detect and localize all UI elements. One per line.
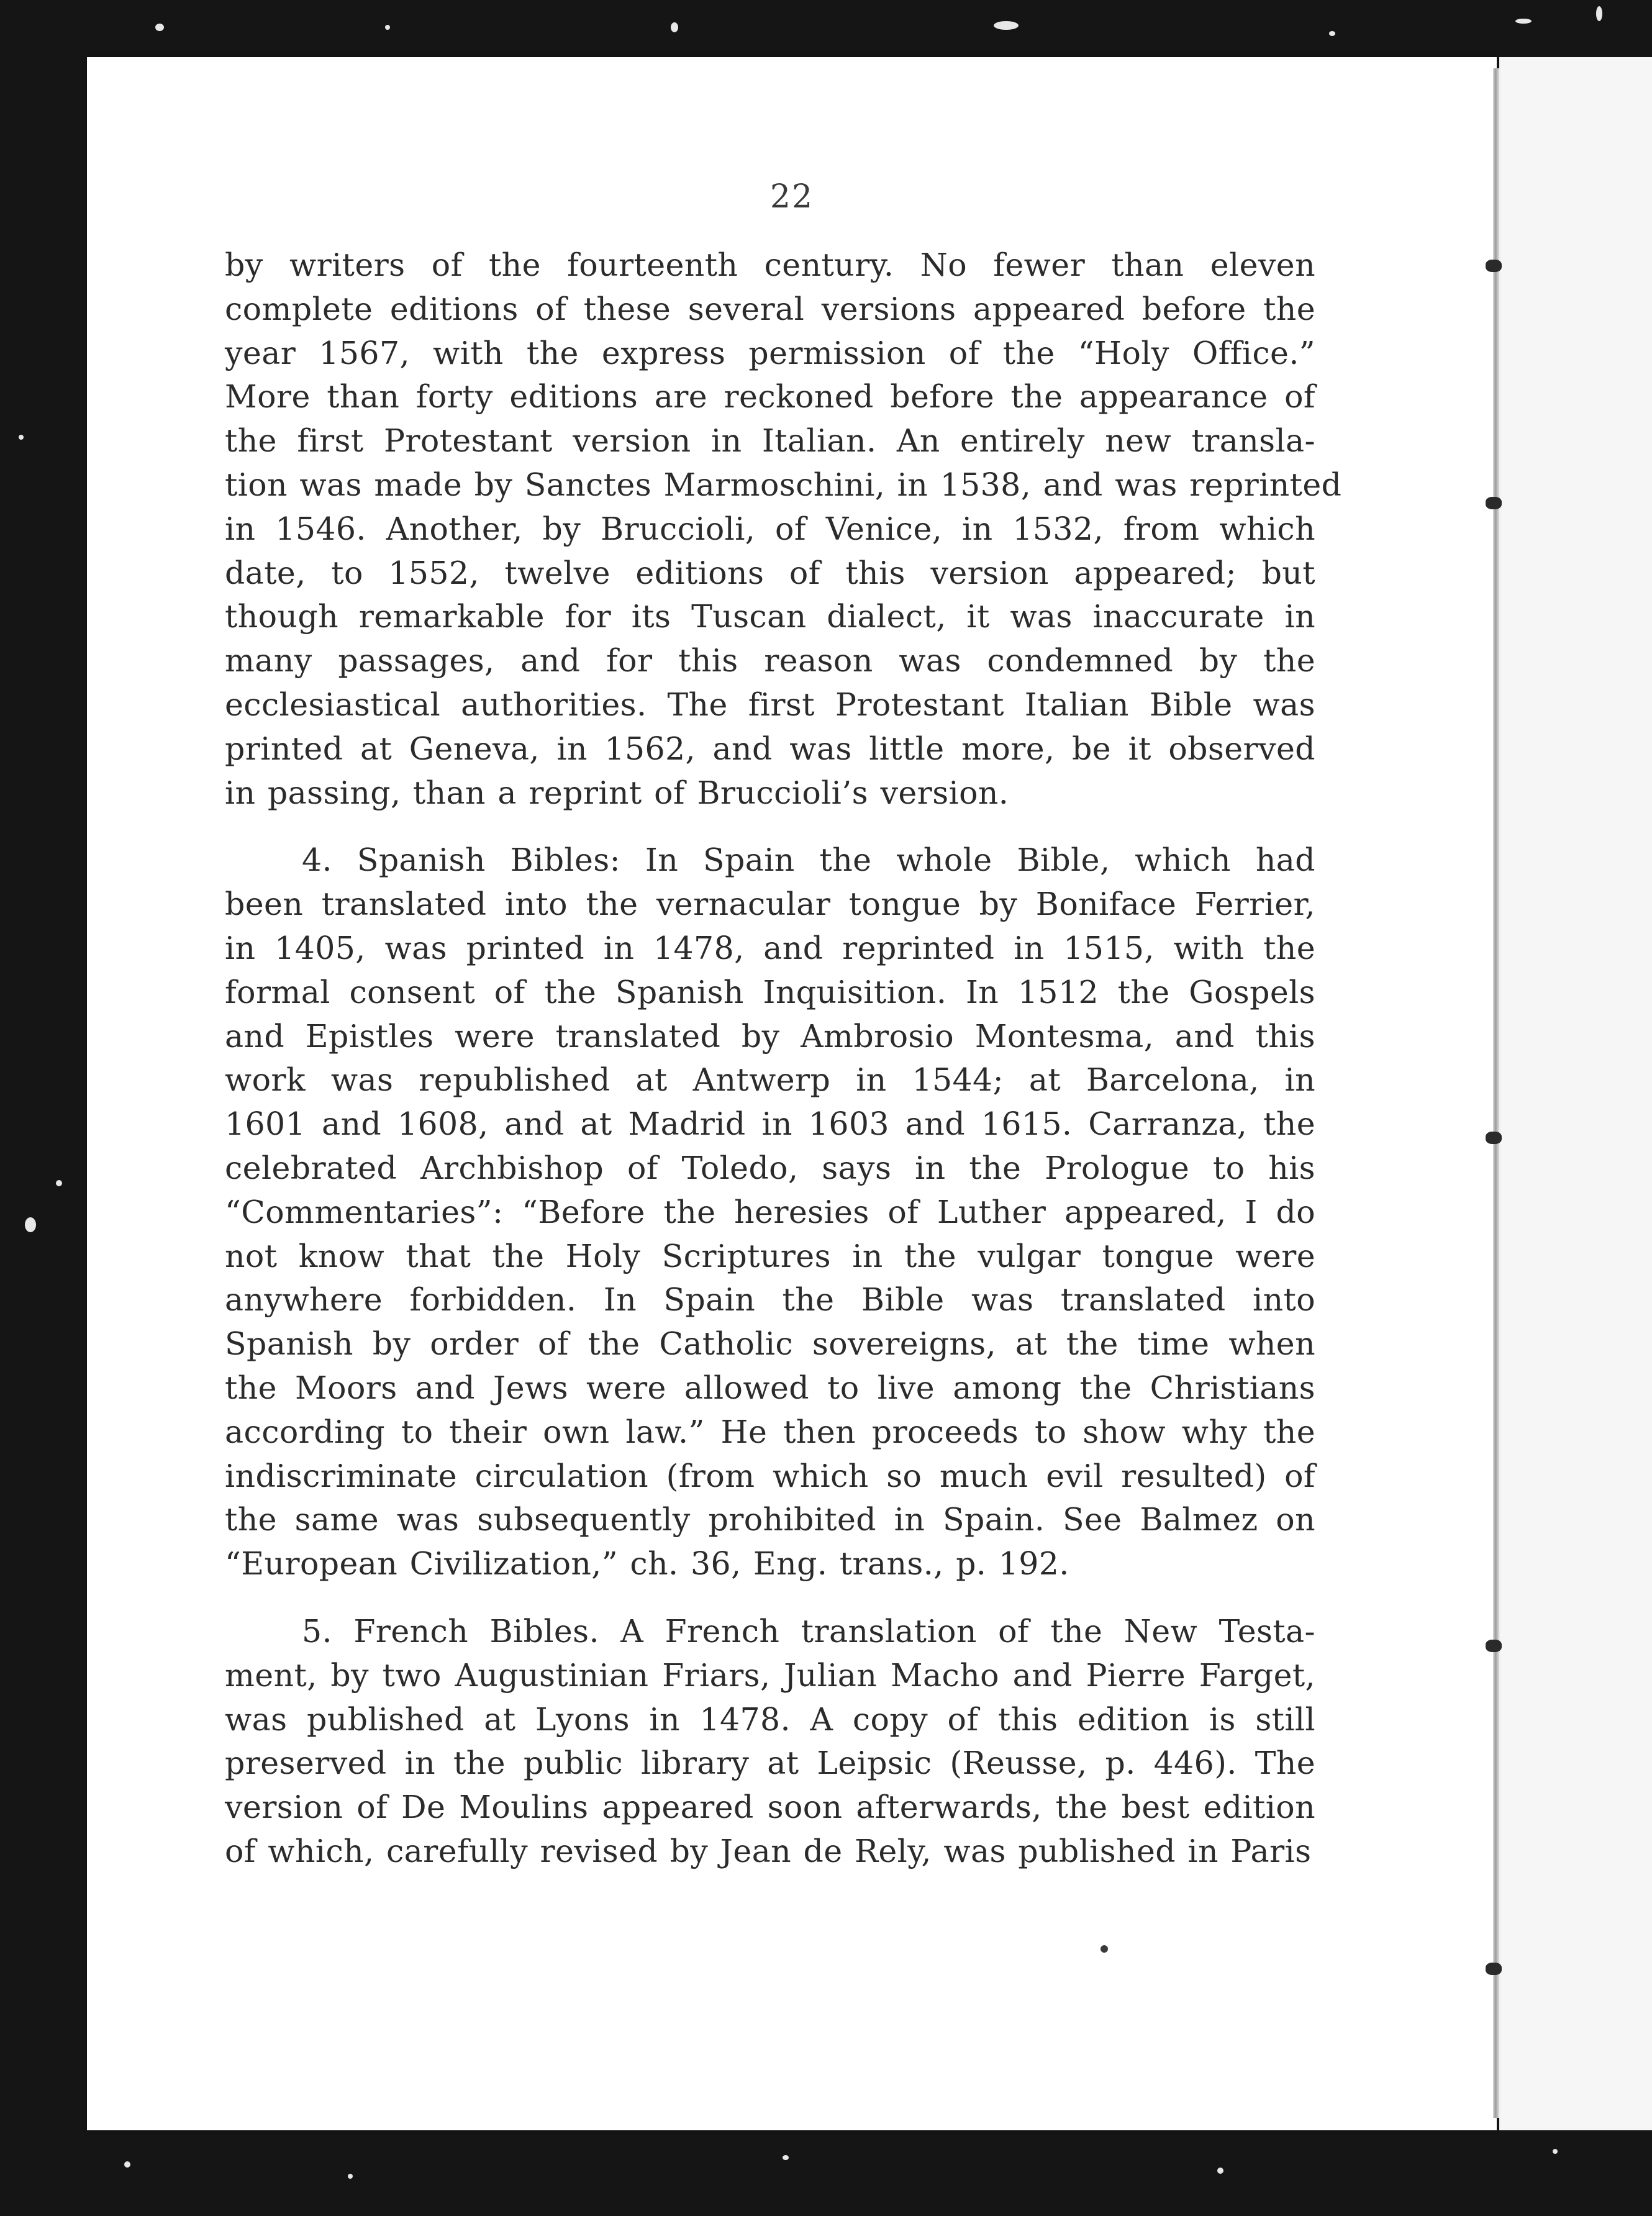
binding-mark — [1486, 260, 1502, 272]
text-line: the first Protestant version in Italian. An entirely new transla- — [225, 422, 1315, 460]
text-line: ecclesiastical authorities. The first Protestant Italian Bible was — [225, 686, 1315, 723]
text-line: by writers of the fourteenth century. No fewer than eleven — [225, 247, 1315, 283]
scan-speck — [994, 21, 1019, 30]
binding-mark — [1486, 1963, 1502, 1975]
text-line: 4. Spanish Bibles: In Spain the whole Bible, which had — [302, 842, 1315, 879]
scan-speck — [385, 25, 390, 30]
text-line: celebrated Archbishop of Toledo, says in the Prologue to his — [225, 1149, 1315, 1186]
text-line: was published at Lyons in 1478. A copy of this edition is still — [225, 1701, 1315, 1738]
text-line: ment, by two Augustinian Friars, Julian Macho and Pierre Farget, — [225, 1656, 1315, 1694]
paragraph-italian-bibles — [225, 243, 1342, 815]
text-line: not know that the Holy Scriptures in the vulgar tongue were — [225, 1237, 1315, 1274]
text-line: Spanish by order of the Catholic sovereigns, at the time when — [225, 1325, 1315, 1363]
scan-speck — [1553, 2149, 1558, 2154]
text-line: “Commentaries”: “Before the heresies of Luther appeared, I do — [225, 1193, 1315, 1230]
text-line: “European Civilization,” ch. 36, Eng. trans., p. 192. — [225, 1545, 1069, 1583]
scan-speck — [1329, 31, 1335, 36]
binding-mark — [1486, 497, 1502, 509]
scan-speck — [1515, 19, 1532, 24]
scan-speck — [1217, 2168, 1223, 2174]
scan-speck — [124, 2161, 130, 2168]
scan-speck — [348, 2174, 353, 2179]
text-line: preserved in the public library at Leipsic (Reusse, p. 446). The — [225, 1745, 1315, 1782]
document-page — [87, 57, 1497, 2130]
text-line: year 1567, with the express permission of the “Holy Office.” — [225, 334, 1315, 371]
text-line: in 1405, was printed in 1478, and reprinted in 1515, with the — [225, 929, 1315, 966]
text-line: though remarkable for its Tuscan dialect, it was inaccurate in — [225, 598, 1315, 635]
text-line: in 1546. Another, by Bruccioli, of Venice, in 1532, from which — [225, 510, 1315, 547]
scan-speck — [19, 435, 24, 440]
scan-speck — [783, 2155, 789, 2160]
adjacent-page-strip — [1499, 57, 1652, 2130]
text-line: the Moors and Jews were allowed to live among the Christians — [225, 1369, 1315, 1406]
scan-speck — [671, 22, 678, 32]
text-line: More than forty editions are reckoned before the appearance of — [225, 378, 1315, 416]
text-line: and Epistles were translated by Ambrosio Montesma, and this — [225, 1017, 1315, 1055]
ink-dot — [1101, 1945, 1108, 1953]
text-line: 5. French Bibles. A French translation of the New Testa- — [302, 1612, 1315, 1650]
scan-speck — [25, 1217, 36, 1232]
scan-speck — [56, 1180, 62, 1186]
text-line: indiscriminate circulation (from which so much evil resulted) of — [225, 1457, 1315, 1494]
text-line: printed at Geneva, in 1562, and was little more, be it observed — [225, 730, 1315, 767]
text-line: in passing, than a reprint of Bruccioli’s version. — [225, 774, 1009, 811]
text-line: version of De Moulins appeared soon afterwards, the best edition — [225, 1789, 1315, 1826]
text-line: work was republished at Antwerp in 1544; at Barcelona, in — [225, 1061, 1315, 1099]
scan-speck — [155, 24, 164, 31]
body-text — [225, 243, 1342, 1874]
page-gutter-edge — [1493, 68, 1499, 2118]
text-line: 1601 and 1608, and at Madrid in 1603 and 1615. Carranza, the — [225, 1106, 1315, 1143]
text-line: of which, carefully revised by Jean de Rely, was published in Paris — [225, 1832, 1312, 1869]
paragraph-french-bibles — [225, 1610, 1315, 1874]
binding-mark — [1486, 1640, 1502, 1652]
text-line: complete editions of these several versions appeared before the — [225, 290, 1315, 327]
text-line: according to their own law.” He then proceeds to show why the — [225, 1413, 1315, 1450]
text-line: date, to 1552, twelve editions of this version appeared; but — [225, 554, 1315, 591]
binding-mark — [1486, 1132, 1502, 1144]
text-line: anywhere forbidden. In Spain the Bible was translated into — [225, 1281, 1315, 1319]
page-number: 22 — [769, 178, 814, 216]
paragraph-spanish-bibles — [225, 838, 1315, 1586]
text-line: tion was made by Sanctes Marmoschini, in 1538, and was reprinted — [225, 466, 1342, 503]
text-line: the same was subsequently prohibited in Spain. See Balmez on — [225, 1501, 1315, 1538]
text-line: formal consent of the Spanish Inquisition. In 1512 the Gospels — [225, 973, 1315, 1010]
text-line: been translated into the vernacular tongue by Boniface Ferrier, — [225, 886, 1315, 923]
text-line: many passages, and for this reason was condemned by the — [225, 642, 1315, 679]
scan-speck — [1596, 6, 1602, 21]
